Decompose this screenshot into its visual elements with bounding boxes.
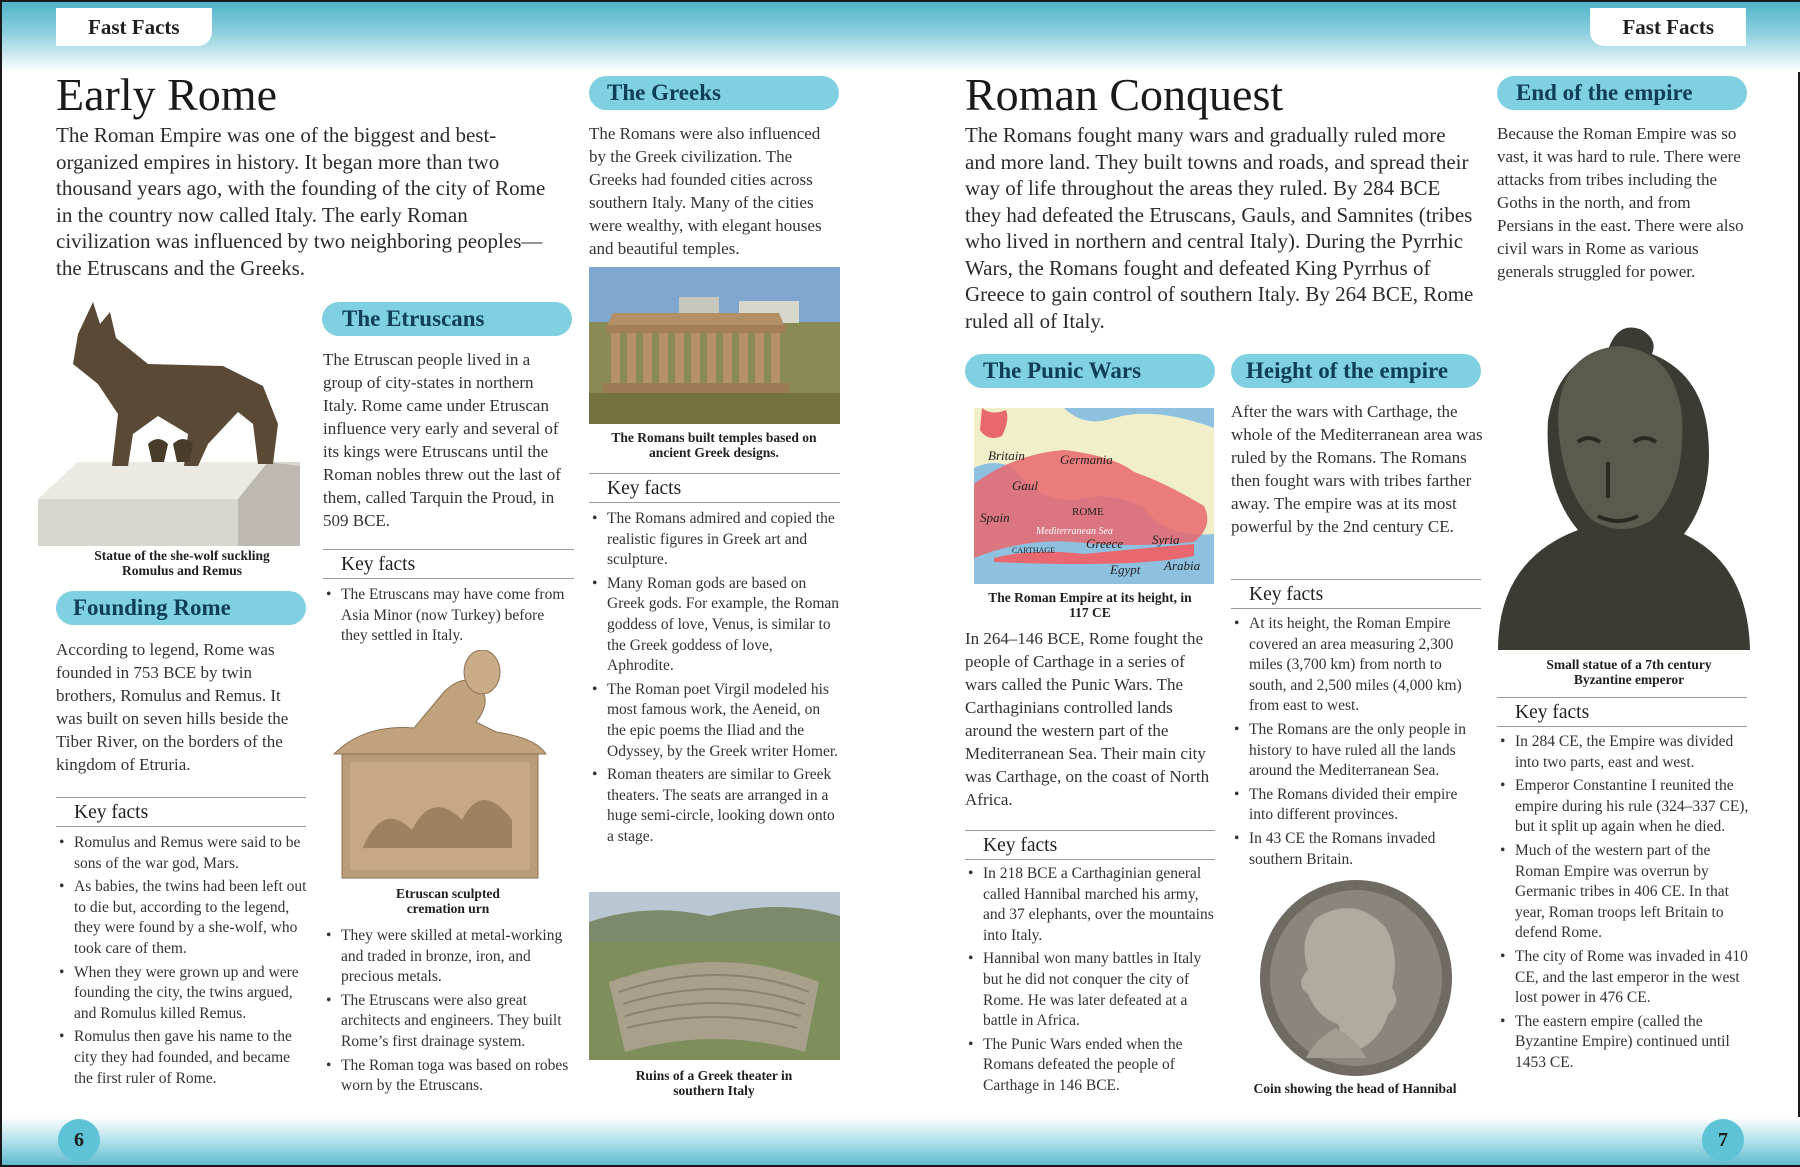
list-item: • The Romans are the only people in history to have ruled all the lands around the Mediterranean Sea.: [1231, 720, 1483, 782]
list-item: • The Etruscans may have come from Asia Minor (now Turkey) before they settled in Italy.: [323, 585, 573, 647]
etruscan-urn-image: [332, 650, 550, 882]
map-label-arabia: Arabia: [1164, 558, 1201, 573]
map-label-greece: Greece: [1086, 536, 1124, 551]
page-number-left: 6: [58, 1119, 100, 1161]
list-item: • Emperor Constantine I reunited the empire during his rule (324–337 CE), but it split up again when he died.: [1497, 776, 1749, 838]
founding-key-facts-list: [56, 833, 308, 1092]
punic-key-facts-heading: Key facts: [965, 830, 1215, 860]
list-item: • The city of Rome was invaded in 410 CE, and the last emperor in the west lost power in 476 CE.: [1497, 947, 1749, 1009]
list-item: • They were skilled at metal-working and traded in bronze, iron, and precious metals.: [323, 926, 581, 988]
height-of-empire-heading: Height of the empire: [1231, 354, 1481, 388]
list-item: • The Etruscans were also great architects and engineers. They built Rome’s first drainage system.: [323, 991, 581, 1053]
end-key-facts-heading: Key facts: [1497, 697, 1747, 727]
list-item: • In 43 CE the Romans invaded southern Britain.: [1231, 829, 1483, 870]
roman-conquest-intro: The Romans fought many wars and gradually ruled more and more land. They built towns and roads, and spread their way of life throughout the areas they ruled. By 284 BCE they had defeated the Etruscans, Gauls, and Samnites (tribes who lived in northern and central Italy). During the Pyrrhic Wars, the Romans fought and defeated King Pyrrhus of Greece to gain control of southern Italy. By 264 BCE, Rome ruled all of Italy.: [965, 123, 1474, 333]
list-item: • The eastern empire (called the Byzantine Empire) continued until 1453 CE.: [1497, 1012, 1749, 1074]
founding-key-facts-heading: Key facts: [56, 797, 306, 827]
list-item: • Romulus then gave his name to the city they had founded, and became the first ruler of Rome.: [56, 1027, 308, 1089]
map-label-rome: ROME: [1072, 506, 1104, 518]
list-item: • Many Roman gods are based on Greek gods. For example, the Roman goddess of love, Venus, is similar to the Greek goddess of love, Aphrodite.: [589, 574, 840, 677]
end-of-empire-heading: End of the empire: [1497, 76, 1747, 110]
etruscans-heading: The Etruscans: [322, 302, 572, 336]
etruscans-key-facts-list-bottom: [323, 926, 581, 1100]
founding-rome-heading: Founding Rome: [56, 591, 306, 625]
header-band: [2, 2, 1800, 72]
greek-theater-image: [589, 892, 840, 1060]
temple-caption: The Romans built temples based on ancient Greek designs.: [611, 430, 817, 460]
statue-caption: Small statue of a 7th century Byzantine emperor: [1546, 657, 1712, 687]
height-key-facts-heading: Key facts: [1231, 579, 1481, 609]
map-label-britain: Britain: [988, 448, 1025, 463]
etruscans-text: The Etruscan people lived in a group of city-states in northern Italy. Rome came under Etruscan influence very early and several of its kings were Etruscans until the Roman nobles threw out the last of them, called Tarquin the Proud, in 509 BCE.: [323, 350, 561, 530]
list-item: • Hannibal won many battles in Italy but he did not conquer the city of Rome. He was later defeated at a battle in Africa.: [965, 949, 1217, 1031]
greeks-key-facts-heading: Key facts: [589, 473, 840, 503]
list-item: • In 218 BCE a Carthaginian general called Hannibal marched his army, and 37 elephants, over the mountains into Italy.: [965, 864, 1217, 946]
theater-caption: Ruins of a Greek theater in southern Italy: [635, 1068, 793, 1098]
list-item: • In 284 CE, the Empire was divided into two parts, east and west.: [1497, 732, 1749, 773]
page-title-roman-conquest: Roman Conquest: [965, 69, 1284, 120]
etruscans-key-facts-heading: Key facts: [323, 549, 574, 579]
punic-key-facts-list: [965, 864, 1217, 1100]
she-wolf-caption: Statue of the she-wolf suckling Romulus and Remus: [94, 548, 270, 578]
end-key-facts-list: [1497, 732, 1749, 1077]
height-of-empire-text: After the wars with Carthage, the whole of the Mediterranean area was ruled by the Romans. The Romans then fought wars with tribes farther away. The empire was at its most powerful by the 2nd century CE.: [1231, 402, 1483, 536]
map-label-mediterranean: Mediterranean Sea: [1036, 526, 1113, 537]
hannibal-coin-image: [1246, 878, 1466, 1078]
page-number-right: 7: [1702, 1119, 1744, 1161]
map-label-syria: Syria: [1152, 532, 1180, 547]
byzantine-emperor-statue-image: [1488, 292, 1750, 650]
footer-band: [2, 1117, 1800, 1165]
section-tab-right: Fast Facts: [1590, 8, 1746, 46]
list-item: • The Roman toga was based on robes worn by the Etruscans.: [323, 1056, 581, 1097]
list-item: • As babies, the twins had been left out to die but, according to the legend, they were found by a she-wolf, who took care of them.: [56, 877, 308, 959]
section-tab-left: Fast Facts: [56, 8, 212, 46]
greek-temple-image: [589, 267, 840, 424]
roman-empire-map: [974, 408, 1214, 584]
list-item: • The Roman poet Virgil modeled his most famous work, the Aeneid, on the epic poems the Iliad and the Odyssey, by the Greek writer Homer.: [589, 680, 840, 762]
list-item: • Romulus and Remus were said to be sons of the war god, Mars.: [56, 833, 308, 874]
greeks-heading: The Greeks: [589, 76, 839, 110]
map-label-spain: Spain: [980, 510, 1010, 525]
height-key-facts-list: [1231, 614, 1483, 873]
list-item: • Much of the western part of the Roman Empire was overrun by Germanic tribes in 406 CE. In that year, Roman troops left Britain to defend Rome.: [1497, 841, 1749, 944]
etruscans-key-facts-list-top: [323, 585, 573, 650]
list-item: • At its height, the Roman Empire covered an area measuring 2,300 miles (3,700 km) from north to south, and 2,500 miles (4,000 km) from east to west.: [1231, 614, 1483, 717]
punic-wars-heading: The Punic Wars: [965, 354, 1215, 388]
end-of-empire-text: Because the Roman Empire was so vast, it was hard to rule. There were attacks from tribes including the Goths in the north, and from Persians in the east. There were also civil wars in Rome as various generals struggled for power.: [1497, 124, 1744, 281]
urn-caption: Etruscan sculpted cremation urn: [396, 886, 500, 916]
list-item: • The Romans divided their empire into different provinces.: [1231, 785, 1483, 826]
map-label-egypt: Egypt: [1110, 562, 1141, 577]
map-caption: The Roman Empire at its height, in 117 CE: [988, 590, 1192, 620]
punic-wars-text: In 264–146 BCE, Rome fought the people of Carthage in a series of wars called the Punic Wars. The Carthaginians controlled lands around the western part of the Mediterranean Sea. Their main city was Carthage, on the coast of North Africa.: [965, 629, 1210, 809]
greeks-key-facts-list: [589, 509, 840, 851]
early-rome-intro: The Roman Empire was one of the biggest and best-organized empires in history. It began more than two thousand years ago, with the founding of the city of Rome in the country now called Italy. The early Roman civilization was influenced by two neighboring peoples—the Etruscans and the Greeks.: [56, 123, 546, 280]
map-label-germania: Germania: [1060, 452, 1113, 467]
list-item: • Roman theaters are similar to Greek theaters. The seats are arranged in a huge semi-circle, looking down onto a stage.: [589, 765, 840, 847]
map-label-carthage: CARTHAGE: [1012, 546, 1056, 555]
list-item: • The Romans admired and copied the realistic figures in Greek art and sculpture.: [589, 509, 840, 571]
map-label-gaul: Gaul: [1012, 478, 1038, 493]
coin-caption: Coin showing the head of Hannibal: [1253, 1081, 1457, 1096]
greeks-text: The Romans were also influenced by the Greek civilization. The Greeks had founded cities across southern Italy. Many of the cities were wealthy, with elegant houses and beautiful temples.: [589, 124, 822, 258]
page-title-early-rome: Early Rome: [56, 69, 277, 120]
she-wolf-statue-image: [38, 294, 300, 546]
list-item: • When they were grown up and were founding the city, the twins argued, and Romulus killed Remus.: [56, 963, 308, 1025]
list-item: • The Punic Wars ended when the Romans defeated the people of Carthage in 146 BCE.: [965, 1035, 1217, 1097]
founding-rome-text: According to legend, Rome was founded in 753 BCE by twin brothers, Romulus and Remus. It was built on seven hills beside the Tiber River, on the borders of the kingdom of Etruria.: [56, 640, 289, 774]
